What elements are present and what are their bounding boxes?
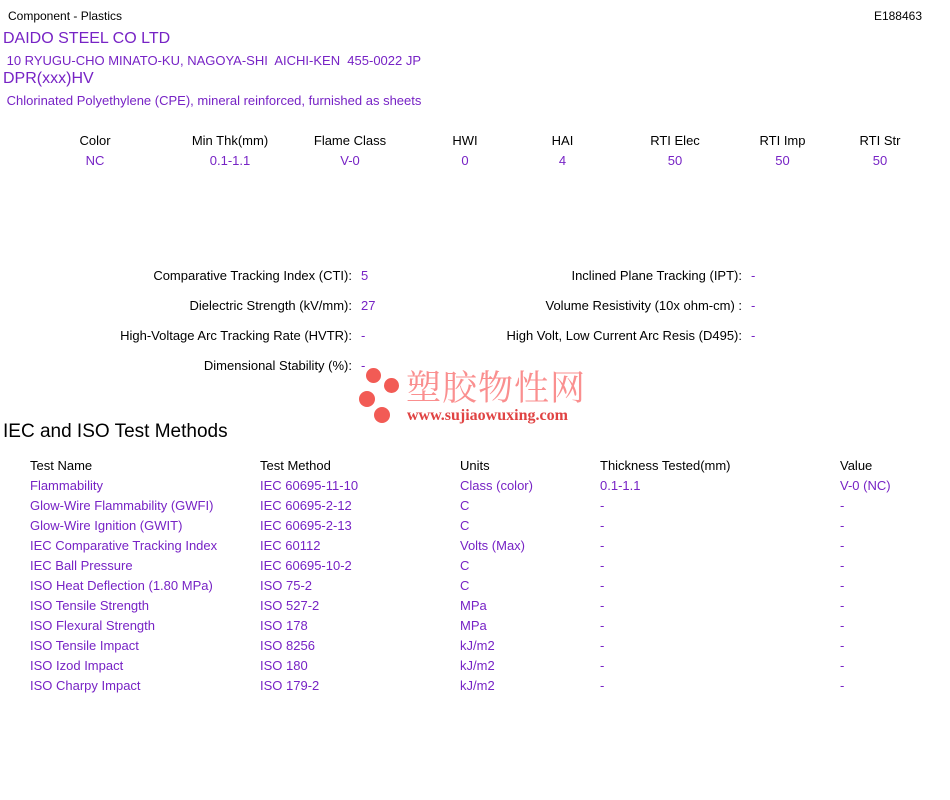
- table-cell: V-0 (NC): [840, 478, 891, 493]
- table-cell: ISO Heat Deflection (1.80 MPa): [30, 578, 213, 593]
- property-value: 5: [361, 268, 369, 283]
- table-cell: ISO 178: [260, 618, 308, 633]
- watermark-dot-icon: [366, 368, 381, 383]
- table-cell: Glow-Wire Flammability (GWFI): [30, 498, 214, 513]
- table-cell: -: [840, 518, 845, 533]
- ratings-col-color: [10, 131, 180, 171]
- table-cell: Flammability: [30, 478, 103, 493]
- watermark-dot-icon: [384, 378, 399, 393]
- ratings-col-hai: [510, 131, 615, 171]
- table-cell: -: [600, 578, 605, 593]
- ratings-value: V-0: [340, 153, 360, 168]
- ratings-col-rti-imp: [735, 131, 830, 171]
- ratings-header: Min Thk(mm): [191, 133, 269, 148]
- table-cell: 0.1-1.1: [600, 478, 641, 493]
- ratings-value: 50: [775, 153, 790, 168]
- ratings-table: [10, 131, 930, 171]
- property-row: [0, 321, 950, 351]
- table-cell: -: [600, 658, 605, 673]
- table-cell: ISO Flexural Strength: [30, 618, 155, 633]
- table-cell: IEC 60695-2-12: [260, 498, 352, 513]
- table-cell: Class (color): [460, 478, 533, 493]
- ratings-header: HAI: [551, 133, 574, 148]
- category-label: Component - Plastics: [8, 9, 123, 23]
- table-cell: C: [460, 498, 470, 513]
- watermark-cjk-text: 塑胶物性网: [406, 369, 587, 408]
- table-cell: -: [840, 558, 845, 573]
- table-cell: -: [840, 578, 845, 593]
- property-label: High-Voltage Arc Tracking Rate (HVTR):: [120, 328, 352, 343]
- material-description: Chlorinated Polyethylene (CPE), mineral reinforced, furnished as sheets: [3, 93, 422, 108]
- model-designation: DPR(xxx)HV: [3, 70, 94, 87]
- table-cell: Glow-Wire Ignition (GWIT): [30, 518, 183, 533]
- ratings-header: RTI Elec: [650, 133, 700, 148]
- ratings-col-flame-class: [280, 131, 420, 171]
- table-cell: ISO 527-2: [260, 598, 320, 613]
- property-value: 27: [361, 298, 376, 313]
- table-cell: kJ/m2: [460, 678, 495, 693]
- table-cell: Volts (Max): [460, 538, 526, 553]
- company-address: 10 RYUGU-CHO MINATO-KU, NAGOYA-SHI AICHI-KEN 455-0022 JP: [3, 53, 422, 68]
- table-cell: C: [460, 578, 470, 593]
- ratings-value: 50: [872, 153, 888, 168]
- ratings-col-min-thk: [180, 131, 280, 171]
- column-header: Units: [460, 458, 490, 473]
- test-methods-heading: IEC and ISO Test Methods: [3, 421, 228, 442]
- table-cell: ISO Tensile Impact: [30, 638, 139, 653]
- table-cell: ISO 75-2: [260, 578, 313, 593]
- table-cell: -: [600, 558, 605, 573]
- property-label: Dielectric Strength (kV/mm):: [189, 298, 352, 313]
- ratings-value: 0: [461, 153, 469, 168]
- table-cell: ISO Izod Impact: [30, 658, 124, 673]
- table-cell: -: [840, 598, 845, 613]
- table-cell: MPa: [460, 598, 487, 613]
- table-cell: ISO Charpy Impact: [30, 678, 141, 693]
- table-cell: IEC Ball Pressure: [30, 558, 133, 573]
- ratings-header: Flame Class: [313, 133, 387, 148]
- table-cell: -: [840, 618, 845, 633]
- table-cell: MPa: [460, 618, 487, 633]
- table-cell: -: [840, 538, 845, 553]
- file-number: E188463: [873, 9, 922, 23]
- table-cell: ISO 179-2: [260, 678, 320, 693]
- ratings-col-rti-str: [830, 131, 930, 171]
- table-cell: C: [460, 558, 470, 573]
- property-label: Comparative Tracking Index (CTI):: [153, 268, 352, 283]
- table-cell: -: [840, 678, 845, 693]
- table-cell: -: [600, 518, 605, 533]
- table-cell: -: [840, 638, 845, 653]
- ratings-value: 0.1-1.1: [209, 153, 251, 168]
- column-header: Test Method: [260, 458, 331, 473]
- ratings-value: 50: [667, 153, 683, 168]
- ratings-header: RTI Str: [859, 133, 901, 148]
- table-cell: IEC 60695-10-2: [260, 558, 352, 573]
- table-cell: ISO 8256: [260, 638, 315, 653]
- property-value: -: [751, 298, 756, 313]
- column-header: Thickness Tested(mm): [600, 458, 731, 473]
- ratings-value: 4: [558, 153, 567, 168]
- table-cell: IEC Comparative Tracking Index: [30, 538, 218, 553]
- property-value: -: [361, 328, 366, 343]
- column-header: Value: [840, 458, 873, 473]
- table-cell: -: [840, 658, 845, 673]
- table-cell: -: [600, 498, 605, 513]
- table-cell: ISO Tensile Strength: [30, 598, 149, 613]
- property-value: [742, 351, 950, 381]
- table-cell: -: [600, 598, 605, 613]
- ratings-value: NC: [85, 153, 105, 168]
- table-cell: IEC 60112: [260, 538, 321, 553]
- property-value: -: [361, 358, 366, 373]
- watermark-url: www.sujiaowuxing.com: [407, 407, 568, 424]
- table-cell: -: [840, 498, 845, 513]
- table-cell: ISO 180: [260, 658, 308, 673]
- ratings-col-hwi: [420, 131, 510, 171]
- ratings-header: Color: [79, 133, 111, 148]
- property-label: Volume Resistivity (10x ohm-cm) :: [545, 298, 742, 313]
- column-header: Test Name: [30, 458, 93, 473]
- table-cell: kJ/m2: [460, 658, 495, 673]
- test-methods-table: [30, 456, 950, 696]
- company-name: DAIDO STEEL CO LTD: [3, 30, 171, 47]
- property-label: Dimensional Stability (%):: [203, 358, 352, 373]
- table-cell: -: [600, 678, 605, 693]
- ratings-header: HWI: [452, 133, 478, 148]
- property-row: [0, 291, 950, 321]
- table-cell: C: [460, 518, 470, 533]
- table-cell: IEC 60695-11-10: [260, 478, 359, 493]
- properties-section: [0, 261, 950, 381]
- watermark-dot-icon: [359, 391, 375, 407]
- watermark-dot-icon: [374, 407, 390, 423]
- property-label: High Volt, Low Current Arc Resis (D495):: [506, 328, 742, 343]
- ratings-col-rti-elec: [615, 131, 735, 171]
- table-cell: kJ/m2: [460, 638, 495, 653]
- property-row: [0, 261, 950, 291]
- property-value: -: [751, 268, 756, 283]
- table-cell: IEC 60695-2-13: [260, 518, 352, 533]
- table-cell: -: [600, 638, 605, 653]
- property-value: -: [751, 328, 756, 343]
- property-label: Inclined Plane Tracking (IPT):: [571, 268, 742, 283]
- ratings-header: RTI Imp: [759, 133, 806, 148]
- table-cell: -: [600, 618, 605, 633]
- table-cell: -: [600, 538, 605, 553]
